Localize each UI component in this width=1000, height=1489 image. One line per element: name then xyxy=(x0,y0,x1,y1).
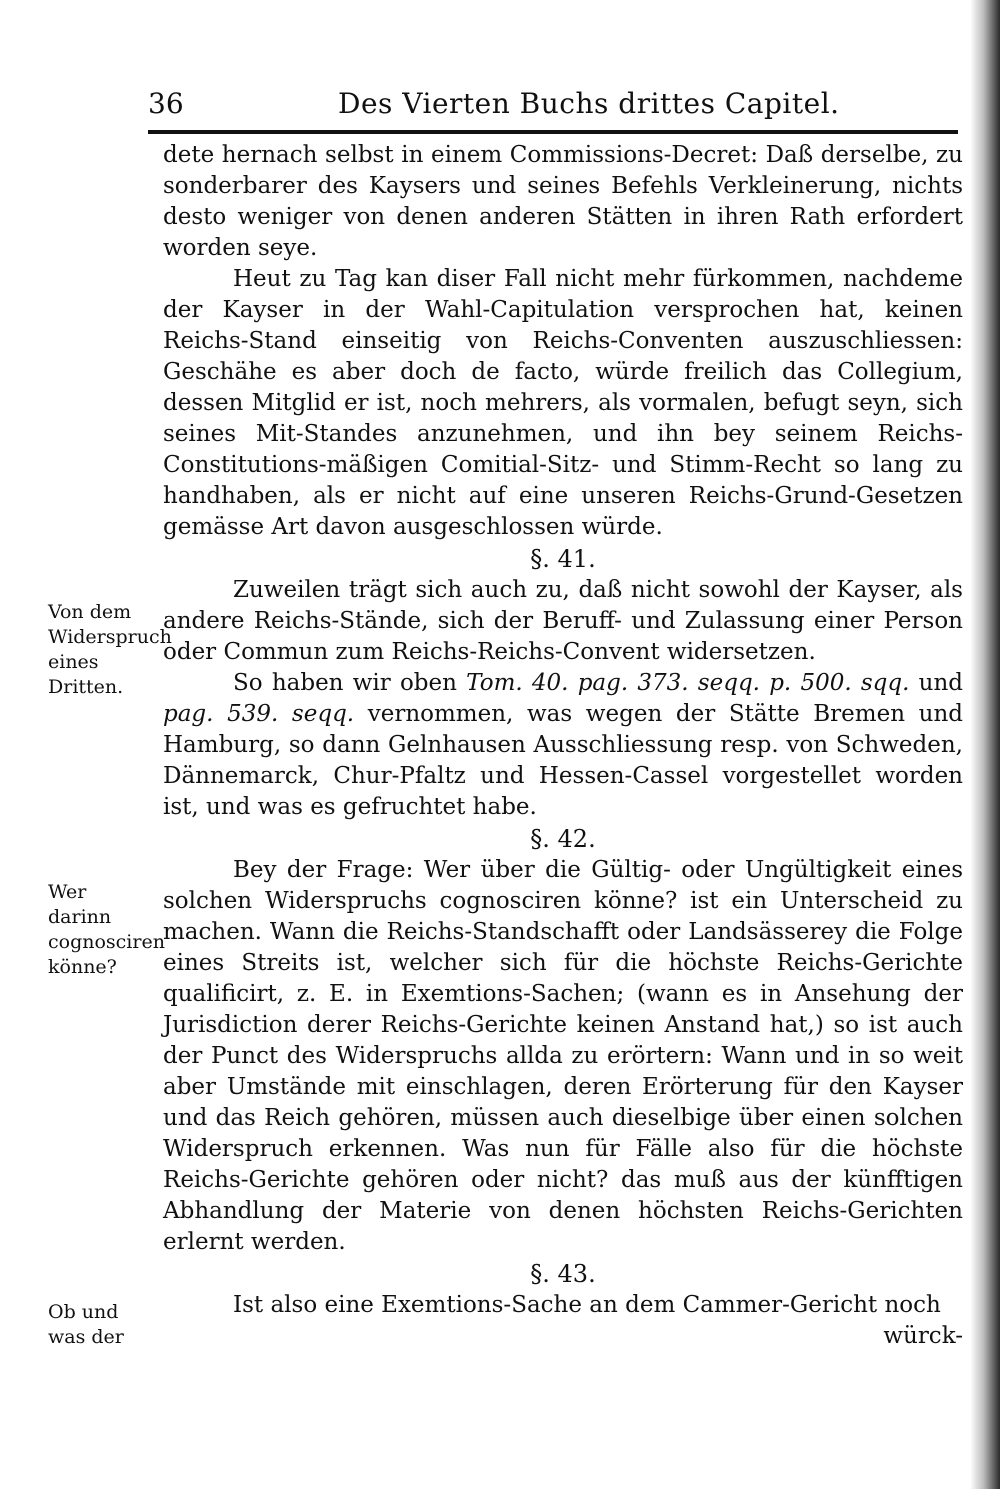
margin-note: Wer darinn cognosciren könne? xyxy=(48,881,165,978)
paragraph: Bey der Frage: Wer über die Gültig- oder Ungültigkeit eines solchen Widerspruchs cognosciren könne? ist ein Unterscheid zu machen. Wann die Reichs-Standschafft oder Landsässerey die Folge eines Streits ist, welcher sich für die höchste Reichs-Gerichte qualificirt, z. E. in Exemtions-Sachen; (wann es in Ansehung der Jurisdiction derer Reichs-Gerichte keinen Anstand hat,) so ist auch der Punct des Widerspruchs allda zu erörtern: Wann und in so weit aber Umstände mit einschlagen, deren Erörterung für den Kayser und das Reich gehören, müssen auch dieselbige über einen solchen Widerspruch erkennen. Was nun für Fälle also für die höchste Reichs-Gerichte gehören oder nicht? das muß aus der künfftigen Abhandlung der Materie von denen höchsten Reichs-Gerichten erlernt werden. xyxy=(163,857,963,1255)
running-head: Des Vierten Buchs drittes Capitel. xyxy=(338,87,840,120)
paragraph: Ist also eine Exemtions-Sache an dem Cammer-Gericht noch xyxy=(233,1292,941,1318)
margin-note: Ob und was der xyxy=(48,1301,124,1348)
paragraph: Zuweilen trägt sich auch zu, daß nicht sowohl der Kayser, als andere Reichs-Stände, sich der Beruff- und Zulassung einer Person oder Commun zum Reichs-Reichs-Convent widersetzen. xyxy=(163,577,963,665)
text-run: vernommen, was wegen der Stätte Bremen und Hamburg, so dann Gelnhausen Ausschliessung resp. von Schweden, Dännemarck, Chur-Pfaltz und Hessen-Cassel vorgestellet worden ist, und was es gefruchtet habe. xyxy=(163,701,963,820)
text-run: und xyxy=(909,670,963,696)
text-run: So haben wir oben xyxy=(233,670,467,696)
paragraph-continued: dete hernach selbst in einem Commissions-Decret: Daß derselbe, zu sonderbarer des Kaysers und seines Befehls Verkleinerung, nichts desto weniger von denen anderen Stätten in ihren Rath erfordert worden seye. xyxy=(163,142,963,261)
section-heading-43: §. 43. xyxy=(530,1260,596,1288)
section-heading-41: §. 41. xyxy=(530,545,596,573)
page-header xyxy=(148,86,958,126)
main-text xyxy=(163,140,963,1352)
citation: pag. 539. seqq. xyxy=(163,701,355,727)
paragraph xyxy=(163,668,963,823)
paragraph: Heut zu Tag kan diser Fall nicht mehr fürkommen, nachdeme der Kayser in der Wahl-Capitulation versprochen hat, keinen Reichs-Stand einseitig von Reichs-Conventen auszuschliessen: Geschähe es aber doch de facto, würde freilich das Collegium, dessen Mitglid er ist, noch mehrers, als vormalen, befugt seyn, sich seines Mit-Standes anzunehmen, und ihn bey seinem Reichs-Constitutions-mäßigen Comitial-Sitz- und Stimm-Recht so lang zu handhaben, als er nicht auf eine unseren Reichs-Grund-Gesetzen gemässe Art davon ausgeschlossen würde. xyxy=(163,266,963,540)
section-heading-42: §. 42. xyxy=(530,825,596,853)
catchword: würck- xyxy=(883,1323,963,1349)
page-binding-edge xyxy=(970,0,1000,1489)
header-rule xyxy=(148,130,958,134)
margin-note: Von dem Widerspruch eines Dritten. xyxy=(48,601,172,698)
page-number: 36 xyxy=(148,87,184,120)
citation: Tom. 40. pag. 373. seqq. p. 500. sqq. xyxy=(466,670,910,696)
